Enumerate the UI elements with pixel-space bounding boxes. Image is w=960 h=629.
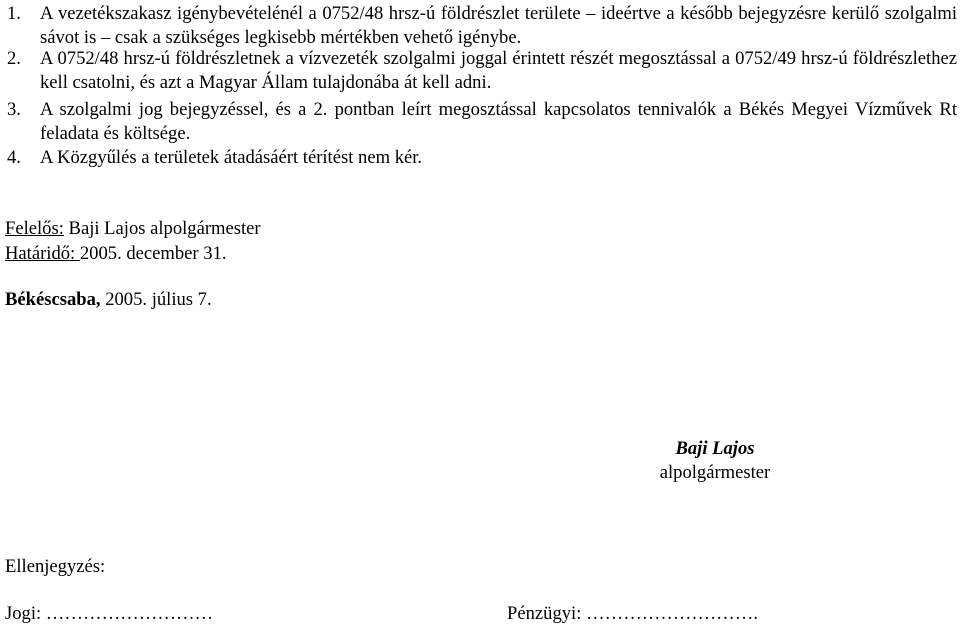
place-date-line bbox=[5, 288, 212, 312]
list-text: A 0752/48 hrsz-ú földrészletnek a vízvezeték szolgalmi joggal érintett részét megosztással a 0752/49 hrsz-ú földrészlethez kell csatolni, és azt a Magyar Állam tulajdonába át kell adni. bbox=[40, 48, 957, 93]
signatory-name: Baji Lajos bbox=[675, 438, 755, 459]
list-item-2 bbox=[7, 47, 957, 95]
list-item-1 bbox=[7, 2, 957, 50]
list-text: A szolgalmi jog bejegyzéssel, és a 2. pontban leírt megosztással kapcsolatos tennivalók a Békés Megyei Vízművek Rt feladata és költsége. bbox=[40, 99, 957, 144]
responsible-value: Baji Lajos alpolgármester bbox=[63, 218, 261, 239]
list-item-4 bbox=[7, 146, 957, 170]
list-number: 4. bbox=[7, 147, 21, 168]
list-item-3 bbox=[7, 98, 957, 146]
deadline-label: Határidő: bbox=[5, 243, 80, 264]
signing-date: 2005. július 7. bbox=[100, 289, 212, 310]
responsible-label: Felelős: bbox=[5, 218, 64, 239]
list-number: 3. bbox=[7, 99, 21, 120]
financial-endorsement: Pénzügyi: ………………………. bbox=[507, 603, 759, 624]
deadline-value: 2005. december 31. bbox=[79, 243, 227, 264]
list-text: A vezetékszakasz igénybevételénél a 0752/48 hrsz-ú földrészlet területe – ideértve a később bejegyzésre kerülő szolgalmi sávot is – csak a szükséges legkisebb mértékben vehető igénybe. bbox=[40, 3, 957, 48]
signatory-title: alpolgármester bbox=[659, 462, 771, 483]
place-name: Békéscsaba, bbox=[5, 289, 101, 310]
list-text: A Közgyűlés a területek átadásáért térítést nem kér. bbox=[40, 147, 423, 168]
deadline-line bbox=[5, 242, 227, 266]
endorsement-heading: Ellenjegyzés: bbox=[5, 556, 106, 577]
legal-endorsement: Jogi: ……………………… bbox=[5, 603, 214, 624]
list-number: 2. bbox=[7, 48, 21, 69]
responsible-line bbox=[5, 217, 261, 241]
list-number: 1. bbox=[7, 3, 21, 24]
